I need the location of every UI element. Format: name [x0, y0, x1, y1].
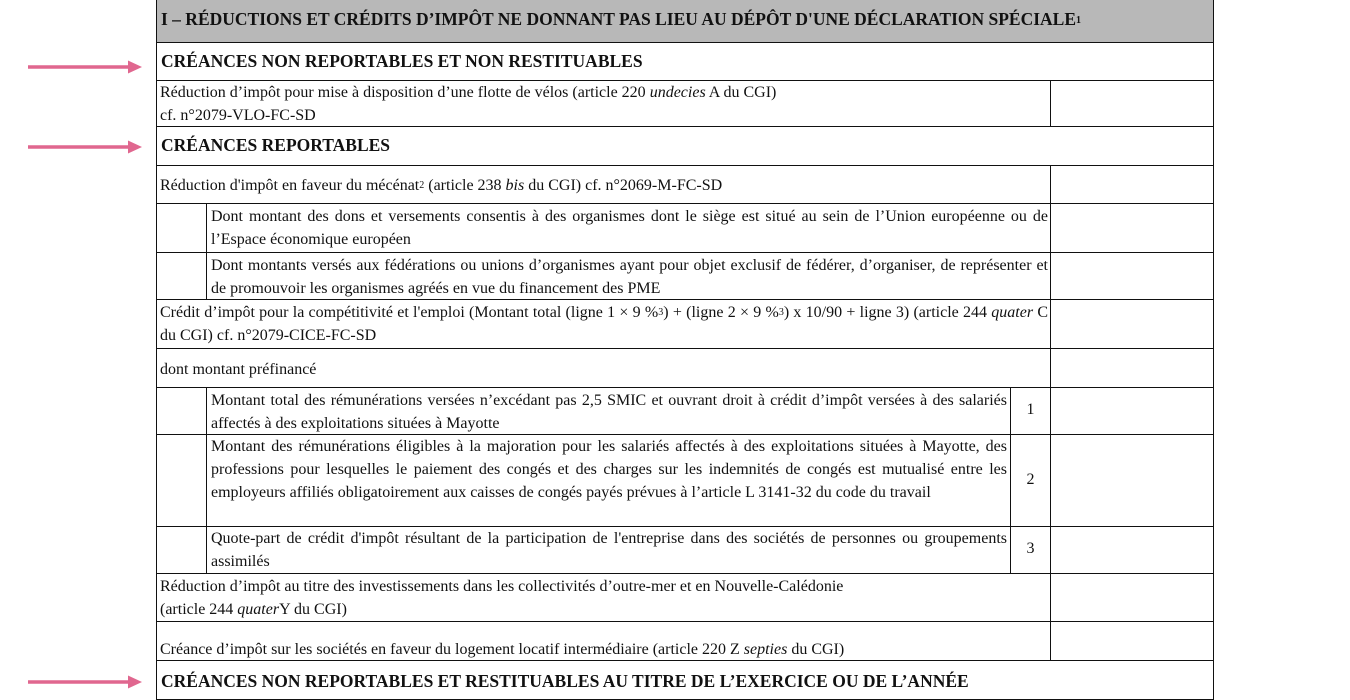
row-line-3: [157, 527, 1213, 574]
amount-input-velos[interactable]: [1051, 81, 1213, 126]
row-cice: [157, 300, 1213, 349]
section-non-reportables: [157, 43, 1213, 81]
amount-input-outre-mer[interactable]: [1051, 574, 1213, 621]
amount-input-cice[interactable]: [1051, 300, 1213, 348]
row-label: Dont montant des dons et versements consentis à des organismes dont le siège est situé au sein de l’Union européenne ou de l’Espace économique européen: [211, 208, 1048, 248]
amount-input-federations[interactable]: [1051, 253, 1213, 299]
amount-input-mecenat[interactable]: [1051, 166, 1213, 203]
row-mecenat: [157, 166, 1213, 204]
amount-input-line-1[interactable]: [1051, 388, 1213, 434]
arrow-non-reportables-icon: [28, 59, 144, 75]
row-label: Réduction d’impôt au titre des investissements dans les collectivités d’outre-mer et en Nouvelle-Calédonie (article 244 quaterY du CGI): [160, 578, 844, 618]
row-prefinance: [157, 349, 1213, 388]
row-label: Créance d’impôt sur les sociétés en faveur du logement locatif intermédiaire (article 220 Z septies du CGI): [160, 641, 845, 658]
row-label: Montant total des rémunérations versées n’excédant pas 2,5 SMIC et ouvrant droit à crédit d’impôt versées à des salariés affectés à des exploitations situées à Mayotte: [211, 392, 1007, 432]
row-line-1: [157, 388, 1213, 435]
row-label: Crédit d’impôt pour la compétitivité et l'emploi (Montant total (ligne 1 × 9 %$^3$) + (ligne 2 × 9 %$^3$) x 10/90 + ligne 3) (article 244 quater C du CGI) cf. n°2079-CICE-FC-SD: [160, 304, 1049, 344]
amount-input-prefinance[interactable]: [1051, 349, 1213, 387]
amount-input-line-2[interactable]: [1051, 435, 1213, 526]
form-title: I – RÉDUCTIONS ET CRÉDITS D’IMPÔT NE DONNANT PAS LIEU AU DÉPÔT D'UNE DÉCLARATION SPÉCIALE$^1$: [161, 9, 1082, 29]
form-header: [157, 0, 1213, 43]
line-number: 2: [1026, 471, 1035, 488]
row-logement-intermediaire: [157, 622, 1213, 661]
row-label: Montant des rémunérations éligibles à la majoration pour les salariés affectés à des exploitations situées à Mayotte, des professions pour lesquelles le paiement des congés et des charges sur les indemnités de congés est mutualisé entre les employeurs affiliés obligatoirement aux caisses de congés payés prévues à l’article L 3141-32 du code du travail: [211, 438, 1007, 501]
section-reportables: [157, 127, 1213, 166]
title-footnote-marker: 1: [1076, 15, 1082, 26]
row-dons-ue: [157, 204, 1213, 253]
row-line-2: [157, 435, 1213, 527]
row-outre-mer: [157, 574, 1213, 622]
section-title: CRÉANCES REPORTABLES: [161, 135, 391, 155]
amount-input-dons-ue[interactable]: [1051, 204, 1213, 252]
row-label: Dont montants versés aux fédérations ou unions d’organismes ayant pour objet exclusif de fédérer, d’organiser, de représenter et de promouvoir les organismes agréés en vue du financement des PME: [211, 257, 1048, 297]
tax-form-table: [156, 0, 1214, 700]
amount-input-logement[interactable]: [1051, 622, 1213, 660]
row-federations: [157, 253, 1213, 300]
row-label: Quote-part de crédit d'impôt résultant de la participation de l'entreprise dans des sociétés de personnes ou groupements assimilés: [211, 530, 1007, 570]
amount-input-line-3[interactable]: [1051, 527, 1213, 573]
section-restituables: [157, 661, 1213, 700]
section-title: CRÉANCES NON REPORTABLES ET NON RESTITUABLES: [161, 51, 643, 71]
line-number: 1: [1026, 401, 1035, 418]
row-flotte-velos: [157, 81, 1213, 127]
row-label: Réduction d'impôt en faveur du mécénat$^2$ (article 238 bis du CGI) cf. n°2069-M-FC-SD: [160, 177, 723, 194]
arrow-restituables-icon: [28, 674, 144, 690]
line-number: 3: [1026, 540, 1035, 557]
row-label: dont montant préfinancé: [160, 361, 317, 378]
section-title: CRÉANCES NON REPORTABLES ET RESTITUABLES AU TITRE DE L’EXERCICE OU DE L’ANNÉE: [161, 671, 969, 691]
row-label: Réduction d’impôt pour mise à disposition d’une flotte de vélos (article 220 undecies A du CGI) cf. n°2079-VLO-FC-SD: [160, 84, 777, 124]
arrow-reportables-icon: [28, 139, 144, 155]
